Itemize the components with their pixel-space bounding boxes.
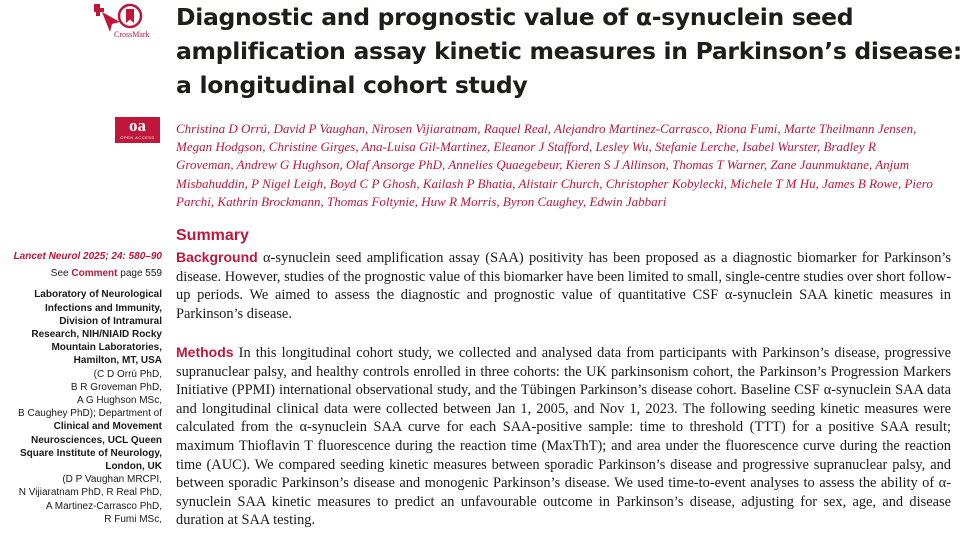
- methods-text: In this longitudinal cohort study, we collected and analysed data from participants with Parkinson’s disease, progressive supranuclear palsy, and healthy controls enrolled in three cohorts: the UK parkinsonism cohort, the Parkinson’s Progression Markers Initiative (PPMI) international observational study, and the Tübingen Parkinson’s disease cohort. Baseline CSF α-synuclein SAA data and longitudinal clinical data were collected between Jan 1, 2005, and Nov 1, 2023. The following seeding kinetic measures were calculated from the α-synuclein SAA curve for each SAA-positive sample: time to threshold (TTT) for a positive SAA result; maximum Thioflavin T fluorescence during the reaction time (MaxThT); and area under the fluorescence curve during the reaction time (AUC). We compared seeding kinetic measures between sporadic Parkinson’s disease and progressive supranuclear palsy, and between sporadic Parkinson’s disease and monogenic Parkinson’s disease. We used time-to-event analyses to assess the ability of α-synuclein SAA kinetic measures to predict an unfavourable outcome in Parkinson’s disease, adjusting for sex, age, and disease duration at SAA testing.: [176, 345, 951, 529]
- see-prefix: See: [50, 268, 72, 280]
- open-access-sub-text: OPEN ACCESS: [120, 135, 155, 140]
- affiliation-line: (C D Orrú PhD,: [93, 368, 162, 380]
- affiliation-line: (D P Vaughan MRCPI,: [62, 474, 162, 486]
- affiliation-line: Hamilton, MT, USA: [73, 355, 162, 367]
- affiliation-line: Research, NIH/NIAID Rocky: [31, 329, 162, 341]
- background-paragraph: [176, 248, 951, 323]
- methods-label: Methods: [176, 344, 234, 360]
- affiliation-line: Division of Intramural: [59, 315, 162, 327]
- comment-link[interactable]: Comment: [71, 268, 118, 280]
- affiliation-line: Square Institute of Neurology,: [19, 447, 162, 459]
- affiliation-line: Mountain Laboratories,: [51, 342, 162, 354]
- methods-paragraph: [176, 343, 951, 530]
- affiliation-line: R Fumi MSc,: [104, 513, 162, 525]
- affiliation-line: London, UK: [105, 461, 162, 473]
- article-title: Diagnostic and prognostic value of α-synuclein seed amplification assay kinetic measures in Parkinson’s disease: a longitudinal cohort study: [176, 3, 962, 99]
- open-access-badge: [115, 117, 160, 143]
- affiliation-line: A Martinez-Carrasco PhD,: [45, 500, 162, 512]
- background-text: α-synuclein seed amplification assay (SAA) positivity has been proposed as a diagnostic biomarker for Parkinson’s disease. However, studies of the prognostic value of this biomarker have been limited to small, single-centre studies over short follow-up periods. We aimed to assess the diagnostic and prognostic value of quantitative CSF α-synuclein SAA kinetic measures in Parkinson’s disease.: [176, 250, 951, 322]
- affiliation-line: N Vijiaratnam PhD, R Real PhD,: [18, 487, 162, 499]
- affiliation-line: Clinical and Movement: [53, 421, 162, 433]
- affiliations: [0, 288, 162, 526]
- see-comment: [0, 267, 162, 280]
- affiliation-line: Infections and Immunity,: [44, 302, 162, 314]
- open-access-logo-text: oa: [129, 116, 146, 135]
- sidebar: [0, 250, 162, 526]
- affiliation-line: B Caughey PhD); Department of: [18, 408, 162, 420]
- journal-citation: Lancet Neurol 2025; 24: 580–90: [13, 251, 162, 262]
- affiliation-line: Neurosciences, UCL Queen: [31, 434, 162, 446]
- author-list: Christina D Orrú, David P Vaughan, Nirosen Vijiaratnam, Raquel Real, Alejandro Martinez-Carrasco, Riona Fumi, Marte Theilmann Jensen, Megan Hodgson, Christine Girges, Ana-Luisa Gil-Martinez, Eleanor J Stafford, Lesley Wu, Stefanie Lerche, Isabel Wurster, Bradley R Groveman, Andrew G Hughson, Olaf Ansorge PhD, Annelies Quaegebeur, Kieren S J Allinson, Thomas T Warner, Zane Jaunmuktane, Anjum Misbahuddin, P Nigel Leigh, Boyd C P Ghosh, Kailash P Bhatia, Alistair Church, Christopher Kobylecki, Michele T M Hu, James B Rowe, Piero Parchi, Kathrin Brockmann, Thomas Foltynie, Huw R Morris, Byron Caughey, Edwin Jabbari: [176, 121, 933, 209]
- see-suffix: page 559: [117, 268, 162, 280]
- affiliation-line: Laboratory of Neurological: [34, 289, 162, 301]
- summary-heading: Summary: [176, 227, 249, 244]
- affiliation-line: B R Groveman PhD,: [70, 381, 162, 393]
- crossmark-label: CrossMark: [114, 30, 150, 39]
- background-label: Background: [176, 249, 258, 265]
- affiliation-line: A G Hughson MSc,: [76, 395, 162, 407]
